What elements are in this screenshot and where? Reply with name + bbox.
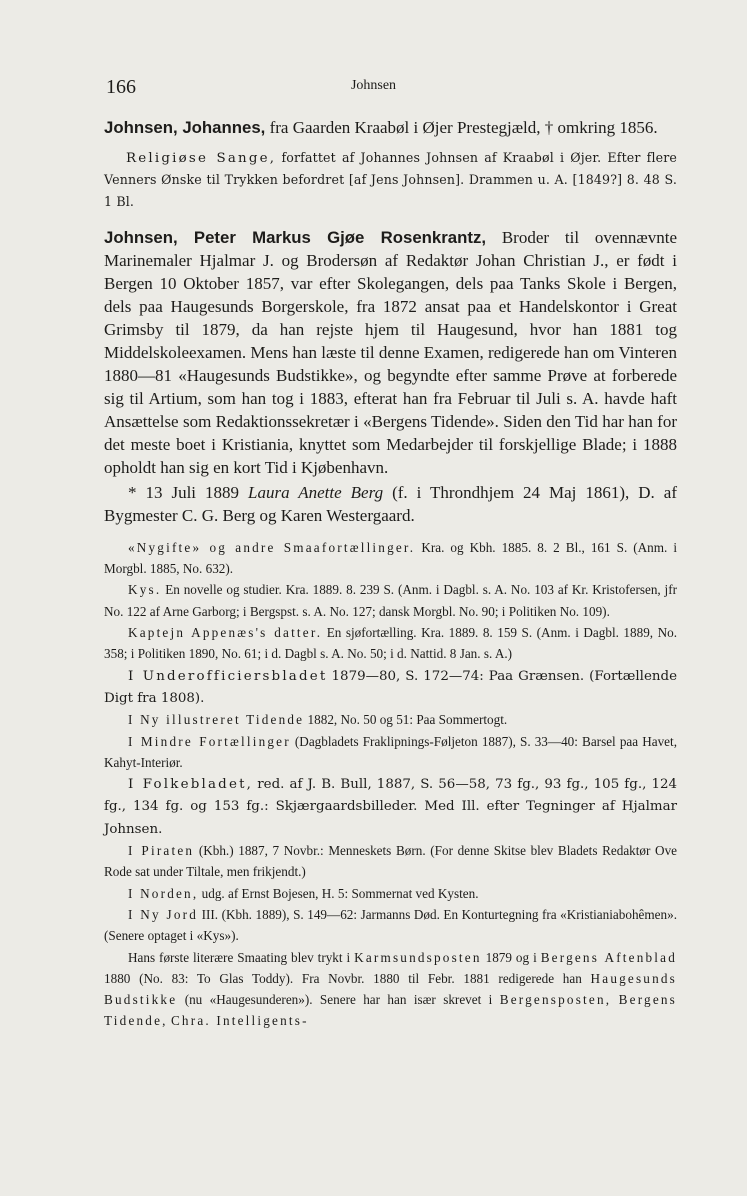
- publication-title: Kaptejn Appenæs's datter.: [128, 625, 323, 641]
- periodical-text: udg. af Ernst Bojesen, H. 5: Sommernat ved Kysten.: [201, 885, 479, 901]
- entry-name: Johnsen, Peter Markus Gjøe Rosenkrantz,: [104, 227, 487, 247]
- publication-text: En sjøfortælling. Kra. 1889. 8. 159 S. (Anm. i Dagbl. 1889, No. 358; i Politiken 1890, No. 61; i d. Dagbl s. A. No. 50; i d. Nattid. 8 Jan. s. A.): [104, 625, 678, 662]
- periodical-title: I Folkebladet,: [128, 777, 254, 793]
- entry-biography: Broder til ovennævnte Marinemaler Hjalmar J. og Brodersøn af Redaktør Johan Christian J., er født i Bergen 10 Oktober 1857, var efter Skolegangen, dels paa Tanks Skole i Bergen, dels paa Haugesunds Borgerskole, fra 1872 ansat paa et Handelskontor i Great Grimsby til 1879, da han rejste hjem til Haugesund, hvor han 1881 tog Middelskoleexamen. Mens han læste til denne Examen, redigerede han om Vinteren 1880—81 «Haugesunds Budstikke», og begyndte efter samme Prøve at forberede sig til Artium, som han tog i 1883, efterat han fra Februar til Juli s. A. havde haft Ansættelse som Redaktionssekretær i «Bergens Tidende». Siden den Tid har han for det meste boet i Kristiania, knyttet som Medarbejder til forskjellige Blade; i 1888 opholdt han sig en kort Tid i Kjøbenhavn.: [104, 227, 678, 477]
- periodical-text: (Kbh.) 1887, 7 Novbr.: Menneskets Børn. (For denne Skitse blev Bladets Redaktør Ove Rode sat under Tiltale, men frikjendt.): [104, 843, 678, 880]
- newspaper-title: Bergensposten,: [499, 992, 612, 1008]
- newspaper-title: Chra. Intelligents-: [170, 1013, 309, 1029]
- entry-death: † omkring 1856.: [544, 118, 658, 137]
- closing-text: (nu «Haugesunderen»). Senere har han især skrevet i: [184, 992, 493, 1008]
- publication-title: Kys.: [128, 582, 162, 598]
- periodical-title: I Ny Jord: [128, 906, 199, 922]
- periodical-title: I Piraten: [128, 843, 195, 859]
- newspaper-title: Bergens Tidende,: [104, 992, 678, 1029]
- running-title: Johnsen: [350, 78, 397, 93]
- publication-item: [104, 579, 677, 622]
- newspaper-title: Bergens Aftenblad: [540, 949, 678, 965]
- periodical-folkebladet: [104, 773, 677, 840]
- periodical-text: 1882, No. 50 og 51: Paa Sommertogt.: [307, 712, 508, 728]
- marriage-details: (f. i Throndhjem 24 Maj 1861), D. af Bygmester C. G. Berg og Karen Westergaard.: [104, 482, 677, 525]
- closing-text: Hans første literære Smaating blev trykt i: [128, 949, 351, 965]
- entry-peter-marriage: [104, 481, 677, 527]
- publication-item: [104, 537, 677, 580]
- periodical-ny-jord: [104, 904, 677, 947]
- closing-paragraph: [104, 947, 677, 1032]
- page-number: 166: [106, 76, 136, 98]
- publication-text: En novelle og studier. Kra. 1889. 8. 239 S. (Anm. i Dagbl. s. A. No. 103 af Kr. Kristofersen, jfr No. 122 af Arne Garborg; i Bergspst. s. A. No. 127; dansk Morgbl. No. 90; i Politiken No. 109).: [104, 582, 677, 619]
- newspaper-title: Karmsundsposten: [354, 949, 482, 965]
- periodical-norden: [104, 883, 677, 904]
- publication-item: [104, 622, 677, 665]
- periodical-mindre-fortaellinger: [104, 731, 677, 774]
- closing-text: 1880 (No. 83: To Glas Toddy). Fra Novbr. 1880 til Febr. 1881 redigerede han: [104, 970, 582, 986]
- periodical-title: I Mindre Fortællinger: [128, 733, 291, 749]
- entry-name: Johnsen, Johannes,: [104, 118, 266, 137]
- closing-text: 1879 og i: [485, 949, 537, 965]
- periodical-title: I Norden,: [128, 885, 199, 901]
- entry-johannes-work: [104, 147, 677, 212]
- spouse-name: Laura Anette Berg: [248, 482, 384, 502]
- periodical-text: red. af J. B. Bull, 1887, S. 56—58, 73 fg., 93 fg., 105 fg., 124 fg., 134 fg. og 153 fg.: Skjærgaardsbilleder. Med Ill. efter Tegninger af Hjalmar Johnsen.: [104, 777, 678, 837]
- marriage-date: * 13 Juli 1889: [128, 482, 240, 502]
- periodical-text: III. (Kbh. 1889), S. 149—62: Jarmanns Død. En Konturtegning fra «Kristianiabohêmen». (Senere optaget i «Kys»).: [104, 906, 678, 944]
- publication-text: Kra. og Kbh. 1885. 8. 2 Bl., 161 S. (Anm. i Morgbl. 1885, No. 632).: [104, 539, 677, 577]
- publication-title: «Nygifte» og andre Smaafortællinger.: [128, 539, 416, 555]
- work-title: Religiøse Sange,: [126, 151, 277, 166]
- newspaper-title: Haugesunds Budstikke: [104, 970, 678, 1008]
- periodical-title: I Ny illustreret Tidende: [128, 712, 305, 728]
- periodical-piraten: [104, 840, 677, 883]
- page-body: [104, 112, 677, 1032]
- entry-peter-bio: [104, 226, 677, 479]
- periodical-text: (Dagbladets Fraklipnings-Føljeton 1887), S. 33—40: Barsel paa Havet, Kahyt-Interiør.: [104, 733, 677, 770]
- publications-list: [104, 537, 677, 1032]
- entry-johannes-heading: [104, 116, 677, 139]
- periodical-ny-illustreret-tidende: [104, 709, 677, 730]
- periodical-title: I Underofficiersbladet: [128, 668, 328, 684]
- periodical-text: 1879—80, S. 172—74: Paa Grænsen. (Fortællende Digt fra 1808).: [104, 668, 677, 706]
- periodical-underofficiersbladet: [104, 665, 677, 710]
- entry-intro: fra Gaarden Kraabøl i Øjer Prestegjæld,: [269, 118, 541, 137]
- work-text: forfattet af Johannes Johnsen af Kraabøl i Øjer. Efter flere Venners Ønske til Trykken befordret [af Jens Johnsen]. Drammen u. A. [1849?] 8. 48 S. 1 Bl.: [104, 150, 678, 209]
